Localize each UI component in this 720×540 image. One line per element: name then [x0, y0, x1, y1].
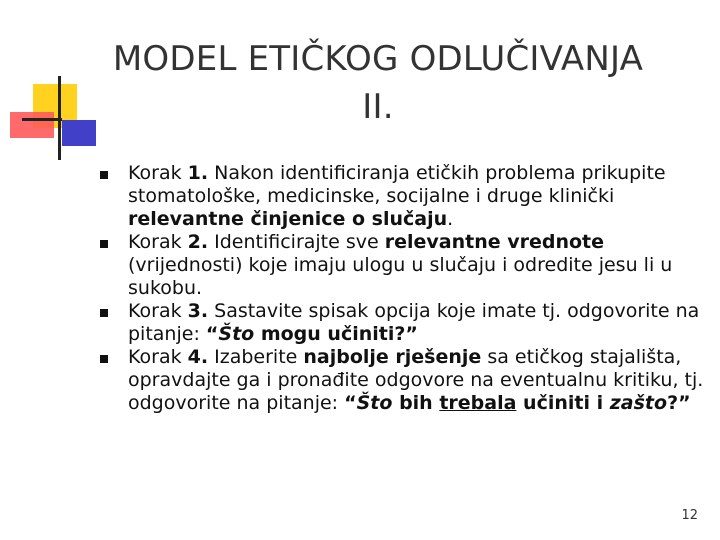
text-run: Nakon identificiranja etičkih problema prikupite stomatološke, medicinske, socijalne i druge klinički [128, 162, 666, 207]
list-item-text [128, 346, 703, 414]
bullet-square-icon [100, 355, 108, 363]
slide-title-line-2: II. [362, 87, 394, 127]
decor-red-square [10, 112, 54, 138]
text-run: relevantne vrednote [384, 231, 605, 253]
text-run: 4. [187, 346, 209, 368]
text-run: zašto [609, 392, 668, 414]
text-run: “ [344, 392, 357, 414]
text-run: mogu učiniti?” [254, 323, 418, 345]
slide-title-line-1: MODEL ETIČKOG ODLUČIVANJA [112, 39, 644, 79]
list-item-text [128, 231, 672, 299]
list-item [100, 346, 710, 415]
text-run: 3. [187, 300, 209, 322]
list-item [100, 231, 710, 300]
text-run: Identificirajte sve [208, 231, 385, 253]
list-item-text [128, 162, 666, 230]
text-run: Korak [128, 162, 188, 184]
text-run: trebala [439, 392, 517, 414]
text-run: “ [205, 323, 219, 345]
bullet-square-icon [100, 240, 108, 248]
text-run: Što [356, 392, 393, 414]
text-run: 2. [187, 231, 209, 253]
text-run: Što [218, 323, 255, 345]
decor-horizontal-line [22, 118, 62, 121]
text-run: Korak [128, 346, 188, 368]
list-item [100, 300, 710, 346]
bullet-square-icon [100, 309, 108, 317]
bullet-square-icon [100, 171, 108, 179]
page-number: 12 [681, 508, 698, 523]
text-run: ?” [667, 392, 691, 414]
text-run: Sastavite spisak opcija koje imate tj. odgovorite na pitanje: [128, 300, 700, 345]
list-item-text [128, 300, 699, 345]
text-run: relevantne činjenice o slučaju [128, 208, 448, 230]
steps-list [100, 162, 710, 415]
text-run: Izaberite [208, 346, 304, 368]
text-run: . [447, 208, 454, 230]
text-run: učiniti i [516, 392, 610, 414]
text-run: 1. [187, 162, 209, 184]
list-item [100, 162, 710, 231]
text-run: (vrijednosti) koje imaju ulogu u slučaju i odredite jesu li u sukobu. [128, 254, 673, 299]
text-run: sa etičkog stajališta, opravdajte ga i pronađite odgovore na eventualnu kritiku, tj. odgovorite na pitanje: [128, 346, 704, 414]
text-run: Korak [128, 300, 188, 322]
text-run: najbolje rješenje [303, 346, 482, 368]
text-run: Korak [128, 231, 188, 253]
slide-title [78, 35, 678, 131]
text-run: bih [392, 392, 440, 414]
